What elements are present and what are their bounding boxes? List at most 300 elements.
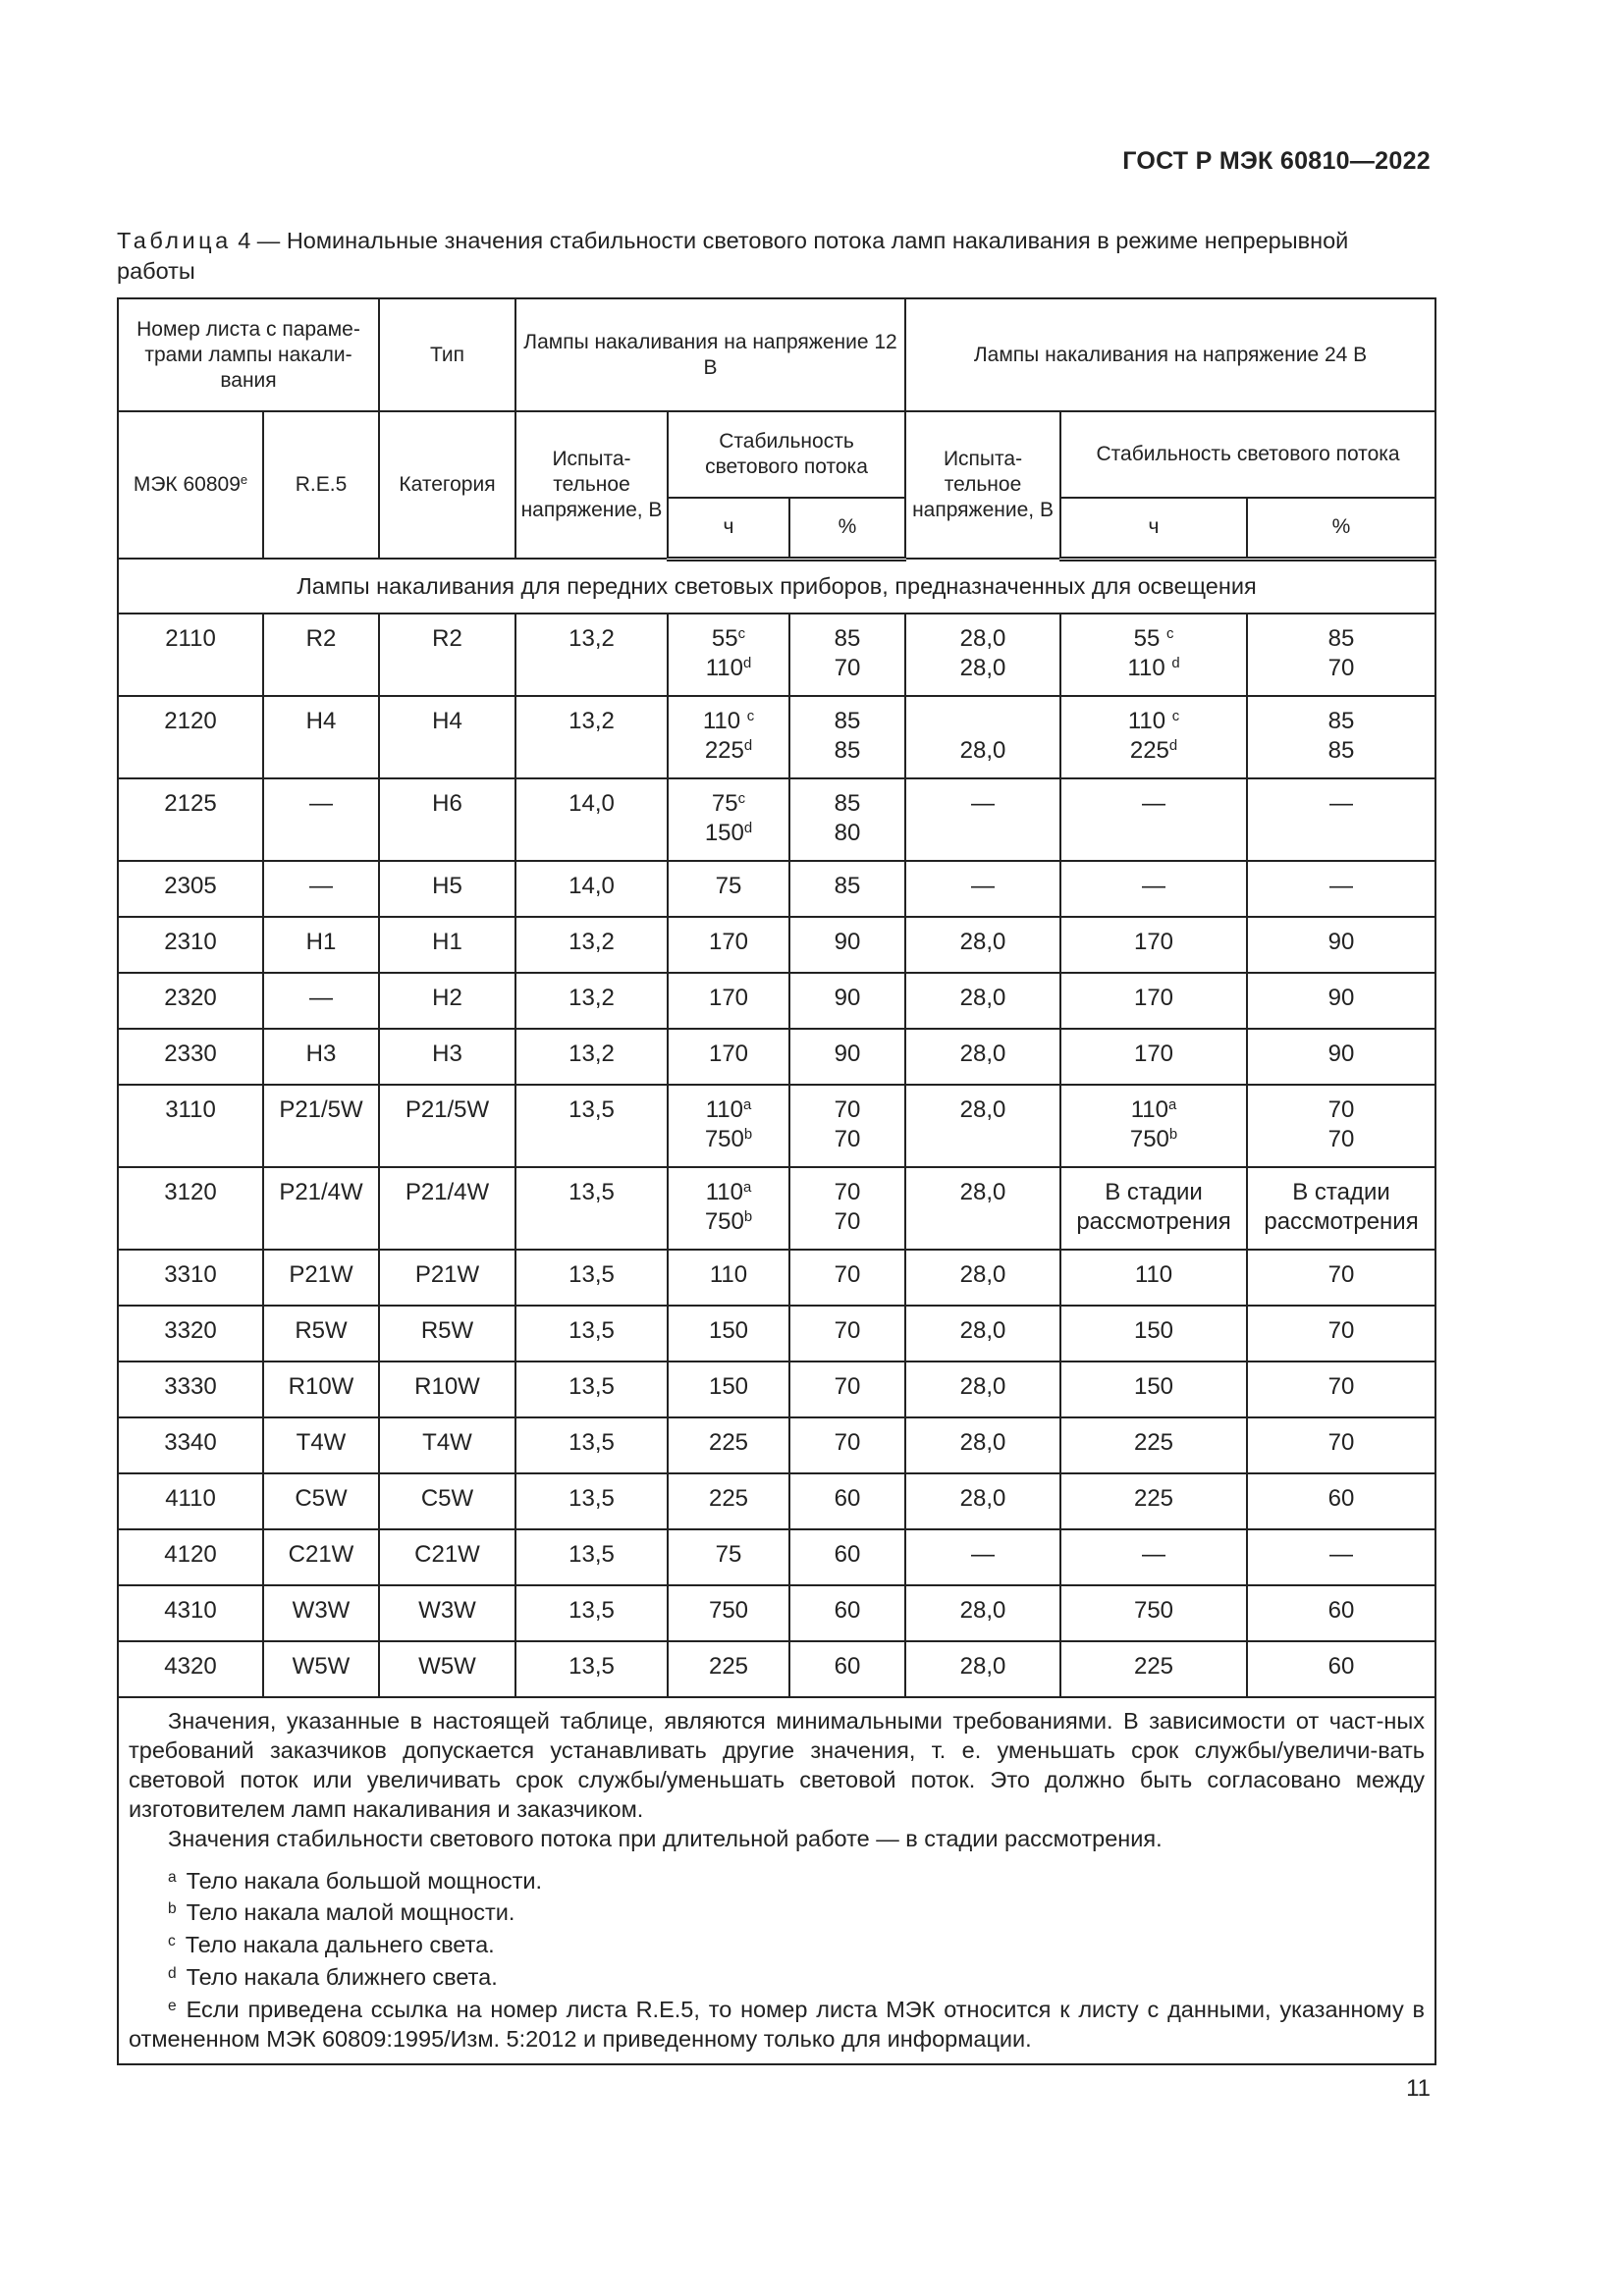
table-row — [118, 696, 1435, 778]
cell-cat: R5W — [379, 1306, 515, 1362]
percent-24-line: 70 — [1327, 1095, 1355, 1123]
footnote-d — [129, 1959, 1425, 1992]
cell-percent-12 — [789, 861, 905, 917]
percent-24-line: В стадии — [1292, 1178, 1390, 1205]
cell-percent-12 — [789, 1362, 905, 1417]
cell-percent-12 — [789, 1085, 905, 1167]
cell-hours-24 — [1060, 973, 1247, 1029]
cell-percent-12 — [789, 614, 905, 696]
cell-hours-12 — [668, 1167, 789, 1250]
percent-12-line: 90 — [834, 1040, 861, 1067]
cell-iec: 3330 — [118, 1362, 263, 1417]
cell-percent-24 — [1247, 1029, 1435, 1085]
table-row — [118, 778, 1435, 861]
percent-12-line: 70 — [834, 1207, 861, 1235]
cell-cat: W3W — [379, 1585, 515, 1641]
hours-12-value: 110 — [702, 707, 747, 734]
cell-re5: R10W — [263, 1362, 379, 1417]
table-row — [118, 1473, 1435, 1529]
hours-24-sup: b — [1168, 1126, 1178, 1143]
cell-percent-12 — [789, 1473, 905, 1529]
cell-hours-24 — [1060, 1585, 1247, 1641]
cell-iec: 4120 — [118, 1529, 263, 1585]
section-row — [118, 559, 1435, 614]
document-header: ГОСТ Р МЭК 60810—2022 — [1122, 147, 1431, 175]
cell-iec: 2330 — [118, 1029, 263, 1085]
percent-12-line: 60 — [834, 1596, 861, 1624]
percent-24-line: 60 — [1327, 1596, 1355, 1624]
percent-12-line: 70 — [834, 654, 861, 681]
hours-24-value: 110 — [1127, 654, 1172, 681]
percent-12-line: 85 — [834, 872, 861, 899]
cell-hours-24 — [1060, 917, 1247, 973]
cell-v12: 13,2 — [515, 917, 668, 973]
cell-voltage-24 — [905, 1585, 1060, 1641]
cell-hours-24 — [1060, 778, 1247, 861]
hours-12-value: 170 — [708, 1040, 749, 1067]
cell-voltage-24 — [905, 614, 1060, 696]
cell-percent-12 — [789, 696, 905, 778]
percent-24-line: 70 — [1327, 1260, 1355, 1288]
cell-re5: P21W — [263, 1250, 379, 1306]
voltage-24-line: 28,0 — [959, 928, 1006, 955]
cell-cat: H1 — [379, 917, 515, 973]
footnote-b — [129, 1895, 1425, 1927]
footnote-mark: c — [168, 1933, 176, 1950]
cell-v12: 13,5 — [515, 1362, 668, 1417]
percent-12-line: 70 — [834, 1095, 861, 1123]
cell-percent-12 — [789, 778, 905, 861]
hours-24-value: 170 — [1133, 928, 1174, 955]
header-percent-24: % — [1247, 498, 1435, 559]
footnote-mark: d — [168, 1965, 177, 1983]
cell-percent-24 — [1247, 1167, 1435, 1250]
cell-re5: H1 — [263, 917, 379, 973]
voltage-24-line: 28,0 — [959, 984, 1006, 1011]
header-percent-12: % — [789, 498, 905, 559]
voltage-24-line: 28,0 — [959, 624, 1006, 652]
cell-iec: 2125 — [118, 778, 263, 861]
cell-voltage-24 — [905, 1362, 1060, 1417]
cell-iec: 3320 — [118, 1306, 263, 1362]
cell-cat: H4 — [379, 696, 515, 778]
cell-hours-24 — [1060, 1085, 1247, 1167]
hours-12-sup: b — [743, 1126, 753, 1143]
cell-hours-24 — [1060, 1417, 1247, 1473]
hours-24-value: 110 — [1130, 1095, 1168, 1123]
cell-hours-24 — [1060, 1029, 1247, 1085]
hours-24-value: — — [1142, 872, 1166, 899]
percent-24-line: — — [1329, 872, 1354, 899]
cell-percent-12 — [789, 1306, 905, 1362]
hours-24-value: 225 — [1133, 1652, 1174, 1680]
cell-v12: 13,5 — [515, 1473, 668, 1529]
cell-hours-24 — [1060, 1250, 1247, 1306]
cell-voltage-24 — [905, 1250, 1060, 1306]
header-stability-12: Стабильность светового потока — [668, 411, 905, 498]
percent-12-line: 90 — [834, 928, 861, 955]
hours-12-sup: d — [743, 737, 753, 754]
cell-hours-24 — [1060, 1362, 1247, 1417]
hours-24-sup: d — [1168, 737, 1178, 754]
cell-percent-24 — [1247, 1250, 1435, 1306]
percent-24-line: рассмотрения — [1264, 1207, 1419, 1235]
voltage-24-line: — — [971, 1540, 996, 1568]
header-stability-24: Стабильность светового потока — [1060, 411, 1435, 498]
cell-cat: P21/5W — [379, 1085, 515, 1167]
hours-24-value: 110 — [1127, 707, 1172, 734]
notes-gap — [129, 1853, 1425, 1863]
cell-hours-12 — [668, 1641, 789, 1697]
percent-12-line: 60 — [834, 1484, 861, 1512]
percent-24-line: 70 — [1327, 1428, 1355, 1456]
cell-iec: 2320 — [118, 973, 263, 1029]
cell-voltage-24 — [905, 861, 1060, 917]
header-category: Категория — [379, 411, 515, 559]
table-row — [118, 1306, 1435, 1362]
cell-iec: 3120 — [118, 1167, 263, 1250]
cell-hours-12 — [668, 614, 789, 696]
cell-v12: 13,5 — [515, 1250, 668, 1306]
cell-cat: H3 — [379, 1029, 515, 1085]
percent-24-line: — — [1329, 789, 1354, 817]
caption-text: 4 — Номинальные значения стабильности светового потока ламп накаливания в режиме непрерывной работы — [117, 228, 1349, 284]
hours-24-sup: c — [1171, 708, 1180, 724]
cell-hours-12 — [668, 1473, 789, 1529]
cell-percent-24 — [1247, 778, 1435, 861]
hours-12-value: 150 — [708, 1316, 749, 1344]
hours-24-value: 170 — [1133, 984, 1174, 1011]
cell-voltage-24 — [905, 1529, 1060, 1585]
voltage-24-line: 28,0 — [959, 654, 1006, 681]
hours-12-value: 170 — [708, 984, 749, 1011]
cell-hours-12 — [668, 696, 789, 778]
cell-cat: H2 — [379, 973, 515, 1029]
footnote-mark: b — [168, 1900, 177, 1918]
cell-hours-12 — [668, 861, 789, 917]
header-lamps-24v: Лампы накаливания на напряжение 24 В — [905, 298, 1435, 411]
table-row — [118, 917, 1435, 973]
cell-re5: C5W — [263, 1473, 379, 1529]
hours-24-value: 750 — [1129, 1125, 1169, 1152]
hours-24-sup: c — [1165, 625, 1174, 642]
cell-re5: W5W — [263, 1641, 379, 1697]
cell-v12: 14,0 — [515, 778, 668, 861]
cell-v12: 13,5 — [515, 1306, 668, 1362]
header-iec-sup: e — [240, 471, 248, 487]
percent-24-line: 70 — [1327, 1316, 1355, 1344]
footnote-a — [129, 1863, 1425, 1896]
cell-iec: 4320 — [118, 1641, 263, 1697]
hours-24-value: — — [1142, 789, 1166, 817]
voltage-24-line: 28,0 — [959, 1095, 1006, 1123]
cell-v12: 13,2 — [515, 696, 668, 778]
cell-percent-24 — [1247, 1585, 1435, 1641]
header-lamps-12v: Лампы накаливания на напряжение 12 В — [515, 298, 905, 411]
cell-iec: 3340 — [118, 1417, 263, 1473]
voltage-24-line: 28,0 — [959, 1652, 1006, 1680]
cell-cat: H5 — [379, 861, 515, 917]
cell-hours-24 — [1060, 1529, 1247, 1585]
voltage-24-line: 28,0 — [959, 1178, 1006, 1205]
percent-12-line: 70 — [834, 1125, 861, 1152]
cell-percent-12 — [789, 1029, 905, 1085]
cell-percent-24 — [1247, 1306, 1435, 1362]
cell-percent-24 — [1247, 973, 1435, 1029]
cell-voltage-24 — [905, 1029, 1060, 1085]
cell-voltage-24 — [905, 917, 1060, 973]
cell-cat: C21W — [379, 1529, 515, 1585]
cell-voltage-24 — [905, 1306, 1060, 1362]
footnote-c — [129, 1927, 1425, 1959]
hours-24-value: 750 — [1133, 1596, 1174, 1624]
voltage-24-line: — — [971, 872, 996, 899]
hours-12-sup: a — [742, 1179, 752, 1196]
hours-12-value: 110 — [705, 1095, 743, 1123]
cell-v12: 13,5 — [515, 1417, 668, 1473]
hours-12-sup: c — [737, 790, 746, 807]
percent-12-line: 70 — [834, 1428, 861, 1456]
percent-12-line: 70 — [834, 1178, 861, 1205]
hours-12-value: 750 — [708, 1596, 749, 1624]
cell-hours-12 — [668, 1029, 789, 1085]
percent-24-line: 70 — [1327, 1125, 1355, 1152]
cell-hours-24 — [1060, 1306, 1247, 1362]
cell-hours-12 — [668, 778, 789, 861]
hours-12-value: 75 — [715, 1540, 742, 1568]
cell-percent-24 — [1247, 1641, 1435, 1697]
hours-12-value: 225 — [708, 1428, 749, 1456]
header-row-2 — [118, 411, 1435, 498]
header-test-voltage-12: Испыта-тельное напряжение, В — [515, 411, 668, 559]
cell-re5: R2 — [263, 614, 379, 696]
voltage-24-line: 28,0 — [959, 1040, 1006, 1067]
header-iec — [118, 411, 263, 559]
cell-percent-12 — [789, 1167, 905, 1250]
cell-voltage-24 — [905, 1167, 1060, 1250]
cell-cat: P21/4W — [379, 1167, 515, 1250]
percent-12-line: 70 — [834, 1372, 861, 1400]
footnote-text: Тело накала ближнего света. — [186, 1964, 498, 1991]
cell-iec: 3110 — [118, 1085, 263, 1167]
voltage-24-line: 28,0 — [959, 1372, 1006, 1400]
cell-voltage-24 — [905, 1473, 1060, 1529]
voltage-24-line: 28,0 — [959, 1260, 1006, 1288]
table-row — [118, 861, 1435, 917]
hours-12-sup: c — [737, 625, 746, 642]
cell-percent-24 — [1247, 917, 1435, 973]
table-row — [118, 1085, 1435, 1167]
cell-percent-12 — [789, 1585, 905, 1641]
hours-24-value: 225 — [1133, 1484, 1174, 1512]
cell-cat: R10W — [379, 1362, 515, 1417]
percent-24-line: 70 — [1327, 654, 1355, 681]
header-iec-label: МЭК 60809 — [133, 473, 241, 496]
hours-12-sup: d — [743, 820, 753, 836]
table-row — [118, 1250, 1435, 1306]
header-type-group: Тип — [379, 298, 515, 411]
cell-cat: W5W — [379, 1641, 515, 1697]
percent-12-line: 60 — [834, 1652, 861, 1680]
hours-12-sup: b — [743, 1208, 753, 1225]
percent-24-line: 85 — [1327, 707, 1355, 734]
header-hours-12: ч — [668, 498, 789, 559]
cell-hours-12 — [668, 1529, 789, 1585]
percent-12-line: 70 — [834, 1260, 861, 1288]
cell-percent-12 — [789, 1529, 905, 1585]
header-row-1 — [118, 298, 1435, 411]
hours-12-value: 225 — [708, 1652, 749, 1680]
cell-hours-24 — [1060, 1641, 1247, 1697]
cell-iec: 2305 — [118, 861, 263, 917]
voltage-24-line: 28,0 — [959, 1428, 1006, 1456]
cell-re5: H3 — [263, 1029, 379, 1085]
cell-voltage-24 — [905, 696, 1060, 778]
hours-12-value: 110 — [705, 654, 743, 681]
hours-12-value: 225 — [708, 1484, 749, 1512]
cell-v12: 13,5 — [515, 1585, 668, 1641]
hours-12-value: 225 — [704, 736, 744, 764]
hours-12-value: 110 — [705, 1178, 743, 1205]
hours-24-sup: a — [1168, 1096, 1177, 1113]
cell-cat: H6 — [379, 778, 515, 861]
hours-24-value: 225 — [1129, 736, 1169, 764]
header-sheet-group: Номер листа с параме-трами лампы накали-вания — [118, 298, 379, 411]
hours-12-sup: d — [742, 655, 752, 671]
percent-24-line: 70 — [1327, 1372, 1355, 1400]
hours-12-value: 75 — [711, 789, 738, 817]
cell-cat: P21W — [379, 1250, 515, 1306]
stability-table — [117, 297, 1436, 2065]
hours-12-value: 150 — [704, 819, 744, 846]
cell-percent-24 — [1247, 1529, 1435, 1585]
header-test-voltage-24: Испыта-тельное напряжение, В — [905, 411, 1060, 559]
percent-12-line: 85 — [834, 789, 861, 817]
percent-24-line: 60 — [1327, 1652, 1355, 1680]
cell-voltage-24 — [905, 1085, 1060, 1167]
table-row — [118, 1529, 1435, 1585]
hours-24-value: — — [1142, 1540, 1166, 1568]
hours-24-value: 110 — [1134, 1260, 1173, 1288]
cell-iec: 2120 — [118, 696, 263, 778]
cell-hours-24 — [1060, 1167, 1247, 1250]
cell-iec: 2310 — [118, 917, 263, 973]
percent-24-line: 60 — [1327, 1484, 1355, 1512]
cell-voltage-24 — [905, 1641, 1060, 1697]
hours-24-value: 170 — [1133, 1040, 1174, 1067]
cell-hours-12 — [668, 973, 789, 1029]
table-row — [118, 1641, 1435, 1697]
cell-v12: 13,2 — [515, 1029, 668, 1085]
percent-12-line: 60 — [834, 1540, 861, 1568]
footnote-mark: a — [168, 1868, 177, 1886]
footnote-e — [129, 1992, 1425, 2054]
voltage-24-line: — — [971, 789, 996, 817]
hours-12-value: 750 — [704, 1207, 744, 1235]
cell-percent-12 — [789, 1250, 905, 1306]
hours-12-value: 110 — [709, 1260, 748, 1288]
percent-12-line: 90 — [834, 984, 861, 1011]
table-row — [118, 1362, 1435, 1417]
hours-24-value: 150 — [1133, 1372, 1174, 1400]
hours-12-value: 150 — [708, 1372, 749, 1400]
cell-cat: R2 — [379, 614, 515, 696]
cell-v12: 13,2 — [515, 614, 668, 696]
cell-iec: 2110 — [118, 614, 263, 696]
cell-percent-12 — [789, 973, 905, 1029]
hours-24-value: 150 — [1133, 1316, 1174, 1344]
cell-cat: T4W — [379, 1417, 515, 1473]
caption-prefix: Таблица — [117, 228, 232, 253]
cell-re5: H4 — [263, 696, 379, 778]
cell-re5: T4W — [263, 1417, 379, 1473]
cell-hours-12 — [668, 1417, 789, 1473]
cell-percent-24 — [1247, 1362, 1435, 1417]
cell-hours-12 — [668, 917, 789, 973]
table-row — [118, 1029, 1435, 1085]
percent-24-line: 85 — [1327, 736, 1355, 764]
percent-12-line: 70 — [834, 1316, 861, 1344]
hours-12-value: 750 — [704, 1125, 744, 1152]
cell-iec: 3310 — [118, 1250, 263, 1306]
cell-v12: 13,5 — [515, 1085, 668, 1167]
cell-percent-24 — [1247, 861, 1435, 917]
hours-12-value: 170 — [708, 928, 749, 955]
hours-24-value: рассмотрения — [1076, 1207, 1231, 1235]
cell-hours-12 — [668, 1085, 789, 1167]
footnote-text: Тело накала большой мощности. — [186, 1867, 543, 1894]
cell-percent-24 — [1247, 614, 1435, 696]
hours-24-value: 225 — [1133, 1428, 1174, 1456]
cell-v12: 13,5 — [515, 1641, 668, 1697]
cell-hours-12 — [668, 1306, 789, 1362]
cell-iec: 4310 — [118, 1585, 263, 1641]
table-row — [118, 1167, 1435, 1250]
footnote-mark: e — [168, 1998, 177, 2015]
cell-hours-24 — [1060, 696, 1247, 778]
percent-12-line: 85 — [834, 707, 861, 734]
footnote-text: Если приведена ссылка на номер листа R.E.5, то номер листа МЭК относится к листу с данными, указанному в отмененном МЭК 60809:1995/Изм. 5:2012 и приведенному только для информации. — [129, 1997, 1426, 2053]
hours-24-sup: d — [1171, 655, 1180, 671]
cell-re5: P21/5W — [263, 1085, 379, 1167]
voltage-24-line: 28,0 — [959, 736, 1006, 764]
header-re5: R.E.5 — [263, 411, 379, 559]
table-row — [118, 1585, 1435, 1641]
percent-24-line: 90 — [1327, 928, 1355, 955]
cell-percent-24 — [1247, 1417, 1435, 1473]
cell-hours-24 — [1060, 1473, 1247, 1529]
percent-12-line: 85 — [834, 736, 861, 764]
table-notes — [118, 1697, 1435, 2065]
percent-24-line: — — [1329, 1540, 1354, 1568]
percent-24-line: 90 — [1327, 1040, 1355, 1067]
hours-12-sup: a — [742, 1096, 752, 1113]
table-row — [118, 1417, 1435, 1473]
voltage-24-line: 28,0 — [959, 1316, 1006, 1344]
table-row — [118, 614, 1435, 696]
cell-hours-12 — [668, 1362, 789, 1417]
page-number: 11 — [1406, 2075, 1431, 2102]
cell-re5: — — [263, 861, 379, 917]
cell-re5: P21/4W — [263, 1167, 379, 1250]
cell-voltage-24 — [905, 778, 1060, 861]
cell-percent-12 — [789, 1417, 905, 1473]
footnote-text: Тело накала малой мощности. — [186, 1899, 515, 1926]
cell-percent-24 — [1247, 1473, 1435, 1529]
cell-re5: — — [263, 973, 379, 1029]
cell-hours-24 — [1060, 614, 1247, 696]
cell-iec: 4110 — [118, 1473, 263, 1529]
